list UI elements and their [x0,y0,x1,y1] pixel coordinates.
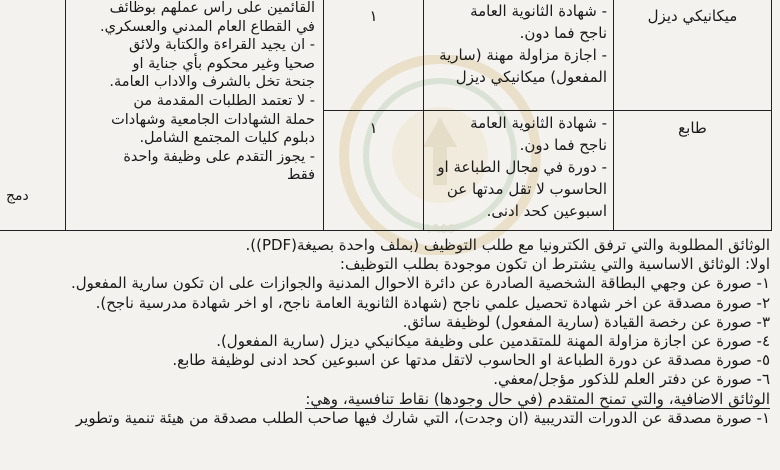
condition-line: في القطاع العام المدني والعسكري. [100,18,315,35]
svg-text:١٩٥٥: ١٩٥٥ [424,221,456,237]
condition-line: صحيا وغير محكوم بأي جناية او [132,55,315,72]
vacancy-count: ١ [369,7,378,25]
basic-documents-heading: اولا: الوثائق الاساسية والتي يشترط ان تكون موجودة بطلب التوظيف: [339,255,770,274]
document-item: ٤- صورة عن اجازة مزاولة المهنة للمتقدمين على وظيفة ميكانيكي ديزل (سارية المفعول). [216,332,770,351]
documents-intro: الوثائق المطلوبة والتي ترفق الكترونيا مع طلب التوظيف (بملف واحدة بصيغة(PDF)). [245,236,770,254]
condition-line: القائمين على راس عملهم بوظائف [109,0,315,16]
qualification-line: اسبوعين كحد ادنى. [486,202,607,220]
conditions-list [66,0,323,185]
job-title: ميكانيكي ديزل [647,7,738,25]
vacancy-count: ١ [369,119,378,137]
condition-line: - ان يجيد القراءة والكتابة ولائق [128,37,315,54]
document-item: ١- صورة عن وجهي البطاقة الشخصية الصادرة عن دائرة الاحوال المدنية والجوازات على ان تكون سارية المفعول. [70,274,770,293]
document-item: ٥- صورة مصدقة عن دورة الطباعة او الحاسوب لاتقل مدتها عن اسبوعين كحد ادنى لوظيفة طابع. [172,351,770,370]
qualifications-cell [424,111,614,231]
condition-line: دبلوم كليات المجتمع الشامل. [139,130,315,147]
qualifications-list [424,0,613,88]
additional-heading-text: الوثائق الاضافية، والتي تمنح المتقدم (في حال وجودها) نقاط تنافسية، وهي: [305,389,770,408]
job-title: طابع [678,119,707,137]
document-item: ١- صورة مصدقة عن الدورات التدريبية (ان وجدت)، التي شارك فيها صاحب الطلب مصدقة من هيئة تنمية وتطوير [75,408,770,427]
qualification-line: - شهادة الثانوية العامة [470,114,607,132]
vacancy-count-cell [324,111,424,231]
documents-section [6,236,770,428]
document-item: ٢- صورة مصدقة عن اخر شهادة تحصيل علمي ناجح (شهادة الثانوية العامة ناجح، او اخر شهادة مدرسية ناجح). [95,293,770,312]
document-item: ٦- صورة عن دفتر العلم للذكور مؤجل/معفي. [493,370,770,389]
table-row [0,0,772,111]
vacancy-count-cell [324,0,424,111]
qualifications-list [424,111,613,222]
merge-cell [0,0,66,231]
condition-line: جنحة تخل بالشرف والاداب العامة. [109,74,315,91]
job-title-cell [614,111,772,231]
qualification-line: الحاسوب لا تقل مدتها عن [446,180,607,198]
qualification-line: - دورة في مجال الطباعة او [437,158,607,176]
condition-line: فقط [286,167,315,184]
document-item: ٣- صورة عن رخصة القيادة (سارية المفعول) لوظيفة سائق. [402,312,770,331]
qualification-line: ناجح فما دون. [519,24,607,42]
qualifications-cell [424,0,614,111]
merge-label: دمج [6,188,29,204]
qualification-line: - شهادة الثانوية العامة [470,2,607,20]
additional-documents-heading [6,390,770,409]
vacancies-table [0,0,772,231]
condition-line: - يجوز التقدم على وظيفة واحدة [123,148,315,165]
condition-line: حملة الشهادات الجامعية وشهادات [111,111,315,128]
qualification-line: - اجازة مزاولة مهنة (سارية [439,46,607,64]
qualification-line: المفعول) ميكانيكي ديزل [455,68,607,86]
qualification-line: ناجح فما دون. [519,136,607,154]
job-title-cell [614,0,772,111]
conditions-cell [66,0,324,231]
condition-line: - لا تعتمد الطلبات المقدمة من [133,92,315,109]
